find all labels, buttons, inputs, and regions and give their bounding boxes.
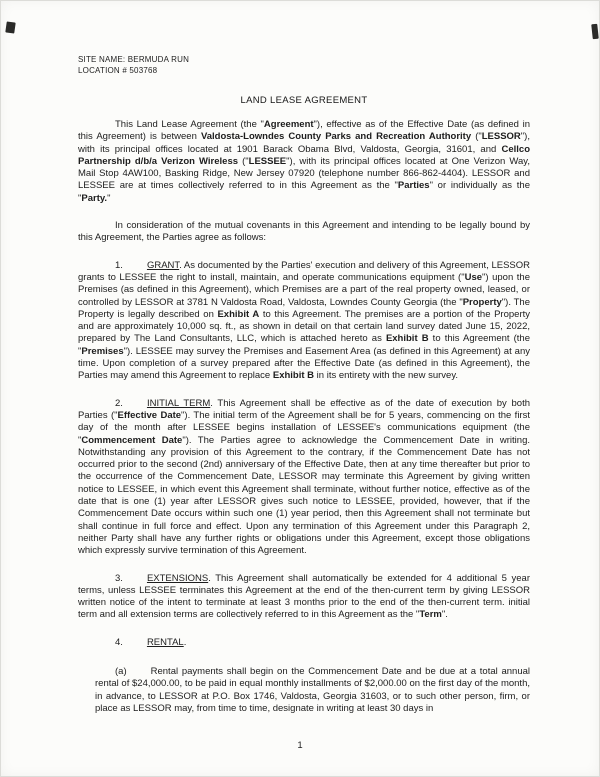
section-3-extensions: 3. EXTENSIONS. This Agreement shall automatically be extended for 4 additional 5 year terms, unless LESSEE terminates this Agreement at the end of the then-current term by giving LESSOR written notice of the intent to terminate at least 3 months prior to the end of the then-current term. initial term and all extension terms are collectively referred to in this Agreement as the "Term". bbox=[78, 572, 530, 621]
document-title: LAND LEASE AGREEMENT bbox=[240, 95, 368, 106]
section-4a-rental-payment: (a) Rental payments shall begin on the Commencement Date and be due at a total annual rental of $24,000.00, to be paid in equal monthly installments of $2,000.00 on the first day of the month, in advance, to LESSOR at P.O. Box 1746, Valdosta, Georgia 31603, or to such other person, firm, or place as LESSOR may, from time to time, designate in writing at least 30 days in bbox=[95, 665, 530, 714]
intro-paragraph: This Land Lease Agreement (the "Agreement"), effective as of the Effective Date (as defined in this Agreement) is between Valdosta-Lowndes County Parks and Recreation Authority ("LESSOR"), with its principal offices located at 1901 Barack Obama Blvd, Valdosta, Georgia, 31601, and Cellco Partnership d/b/a Verizon Wireless ("LESSEE"), with its principal offices located at One Verizon Way, Mail Stop 4AW100, Basking Ridge, New Jersey 07920 (telephone number 866-862-4404). LESSOR and LESSEE are at times collectively referred to in this Agreement as the "Parties" or individually as the "Party." bbox=[78, 119, 530, 204]
document-header bbox=[78, 55, 530, 76]
section-4-rental-heading: 4. RENTAL. bbox=[115, 636, 187, 648]
scan-artifact bbox=[5, 21, 15, 33]
consideration-paragraph: In consideration of the mutual covenants in this Agreement and intending to be legally bound by this Agreement, the Parties agree as follows: bbox=[78, 220, 530, 244]
section-1-grant: 1. GRANT. As documented by the Parties' execution and delivery of this Agreement, LESSOR grants to LESSEE the right to install, maintain, and operate communications equipment ("Use") upon the Premises (as defined in this Agreement), which Premises are a part of the real property owned, leased, or controlled by LESSOR at 3781 N Valdosta Road, Valdosta, Lowndes County Georgia (the "Property"). The Property is legally described on Exhibit A to this Agreement. The premises are a portion of the Property and are approximately 10,000 sq. ft., as shown in detail on that certain land survey dated June 15, 2022, prepared by The Land Consultants, LLC, which is attached hereto as Exhibit B to this Agreement (the "Premises"). LESSEE may survey the Premises and Easement Area (as defined in this Agreement) at any time. Upon completion of a survey prepared after the Effective Date (as defined in this Agreement), the Parties may amend this Agreement to replace Exhibit B in its entirety with the new survey. bbox=[78, 259, 531, 382]
site-name: SITE NAME: BERMUDA RUN bbox=[78, 55, 190, 64]
location-number: LOCATION # 503768 bbox=[78, 65, 158, 75]
scan-artifact bbox=[591, 24, 599, 40]
section-2-initial-term: 2. INITIAL TERM. This Agreement shall be effective as of the date of execution by both Parties ("Effective Date"). The initial term of the Agreement shall be for 5 years, commencing on the first day of the month after LESSEE begins installation of LESSEE's communications equipment (the "Commencement Date"). The Parties agree to acknowledge the Commencement Date in writing. Notwithstanding any provision of this Agreement to the contrary, if the Commencement Date has not occurred prior to the second (2nd) anniversary of the Effective Date, then at any time thereafter but prior to the occurrence of the Commencement Date, LESSOR may terminate this Agreement by giving written notice to LESSEE, in which event this Agreement shall terminate, without further notice, effective as of the date that is one (1) year after LESSOR gives such notice to LESSEE, provided, however, that if the Commencement Date occurs within such one (1) year period, then this Agreement shall not terminate but shall continue in full force and effect. Upon any termination of this Agreement under this Paragraph 2, neither Party shall have any further rights or obligations under this Agreement, except those obligations which expressly survive termination of this Agreement. bbox=[78, 397, 530, 557]
page-number: 1 bbox=[297, 740, 303, 751]
